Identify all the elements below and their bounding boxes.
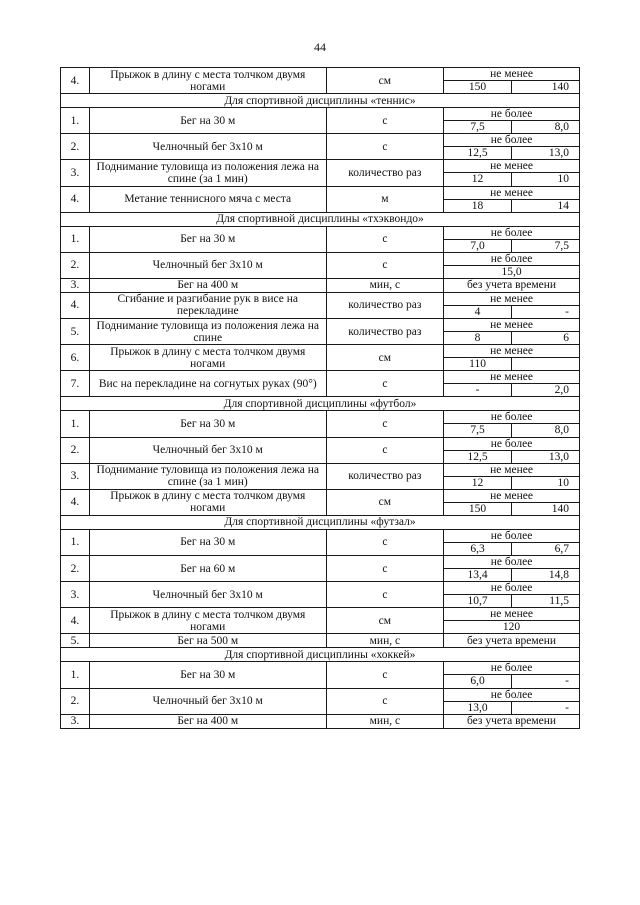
section-title: Для спортивной дисциплины «тхэквондо» (61, 212, 580, 226)
norm-value-girls: 7,5 (512, 239, 580, 252)
row-number: 2. (61, 556, 90, 582)
exercise-name: Бег на 30 м (89, 662, 326, 688)
row-number: 2. (61, 437, 90, 463)
norm-value-boys: 7,5 (444, 121, 512, 134)
unit-cell: с (326, 662, 443, 688)
section-header-row (61, 515, 580, 529)
unit-cell: с (326, 411, 443, 437)
unit-cell: количество раз (326, 292, 443, 318)
exercise-name: Поднимание туловища из положения лежа на спине (за 1 мин) (89, 463, 326, 489)
table-row (61, 608, 580, 621)
norm-value-girls: 13,0 (512, 147, 580, 160)
unit-cell: с (326, 582, 443, 608)
unit-cell: см (326, 608, 443, 634)
norm-value-boys: 12 (444, 476, 512, 489)
unit-cell: с (326, 226, 443, 252)
table-row (61, 371, 580, 384)
row-number: 3. (61, 582, 90, 608)
table-row (61, 186, 580, 199)
table-row (61, 292, 580, 305)
unit-cell: количество раз (326, 463, 443, 489)
norm-condition: не менее (444, 160, 580, 173)
unit-cell: м (326, 186, 443, 212)
norm-value-girls: 14,8 (512, 569, 580, 582)
norm-condition: не менее (444, 292, 580, 305)
table-row (61, 634, 580, 648)
unit-cell: с (326, 134, 443, 160)
row-number: 1. (61, 662, 90, 688)
norm-value-boys: 6,3 (444, 542, 512, 555)
row-number: 4. (61, 186, 90, 212)
exercise-name: Прыжок в длину с места толчком двумя ногами (89, 345, 326, 371)
exercise-name: Бег на 30 м (89, 529, 326, 555)
row-number: 1. (61, 108, 90, 134)
norm-value-boys: 18 (444, 199, 512, 212)
unit-cell: мин, с (326, 714, 443, 728)
row-number: 4. (61, 292, 90, 318)
norm-value-boys: 7,0 (444, 239, 512, 252)
table-row (61, 529, 580, 542)
section-header-row (61, 397, 580, 411)
norm-value-boys: 110 (444, 358, 512, 371)
norm-condition: не менее (444, 345, 580, 358)
exercise-name: Прыжок в длину с места толчком двумя ногами (89, 489, 326, 515)
table-row (61, 688, 580, 701)
row-number: 1. (61, 411, 90, 437)
exercise-name: Челночный бег 3х10 м (89, 134, 326, 160)
norm-value-boys: 6,0 (444, 675, 512, 688)
norm-condition: не менее (444, 186, 580, 199)
norm-value-boys: 8 (444, 332, 512, 345)
exercise-name: Бег на 400 м (89, 714, 326, 728)
norm-value-boys: 13,0 (444, 701, 512, 714)
norm-condition: не менее (444, 68, 580, 81)
norm-condition: не менее (444, 319, 580, 332)
exercise-name: Челночный бег 3х10 м (89, 252, 326, 278)
section-header-row (61, 94, 580, 108)
section-header-row (61, 648, 580, 662)
norm-value-girls: 2,0 (512, 384, 580, 397)
exercise-name: Челночный бег 3х10 м (89, 437, 326, 463)
standards-table (60, 67, 580, 729)
section-header-row (61, 212, 580, 226)
norm-value-boys: 12,5 (444, 147, 512, 160)
row-number: 3. (61, 160, 90, 186)
row-number: 3. (61, 463, 90, 489)
norm-value-girls: 140 (512, 81, 580, 94)
table-row (61, 582, 580, 595)
norm-value-boys: 12,5 (444, 450, 512, 463)
norm-condition: не менее (444, 463, 580, 476)
table-row (61, 662, 580, 675)
norm-value-boys: 4 (444, 305, 512, 318)
norm-condition: не более (444, 252, 580, 265)
norm-condition: не более (444, 662, 580, 675)
norm-value-boys: 150 (444, 502, 512, 515)
section-title: Для спортивной дисциплины «теннис» (61, 94, 580, 108)
row-number: 3. (61, 278, 90, 292)
table-row (61, 345, 580, 358)
exercise-name: Бег на 30 м (89, 108, 326, 134)
row-number: 7. (61, 371, 90, 397)
norm-note: без учета времени (444, 714, 580, 728)
norm-value-girls: 8,0 (512, 121, 580, 134)
table-row (61, 160, 580, 173)
row-number: 2. (61, 134, 90, 160)
norm-value-boys: - (444, 384, 512, 397)
unit-cell: с (326, 688, 443, 714)
table-row (61, 556, 580, 569)
norm-condition: не более (444, 529, 580, 542)
row-number: 1. (61, 226, 90, 252)
exercise-name: Бег на 500 м (89, 634, 326, 648)
norm-value-girls: 6,7 (512, 542, 580, 555)
norm-condition: не более (444, 556, 580, 569)
norm-value-boys: 13,4 (444, 569, 512, 582)
norm-value-girls: 140 (512, 502, 580, 515)
norm-condition: не более (444, 134, 580, 147)
norm-value-girls: - (512, 305, 580, 318)
norm-value: 120 (444, 621, 580, 634)
norm-value-girls: 10 (512, 476, 580, 489)
table-row (61, 68, 580, 81)
unit-cell: количество раз (326, 319, 443, 345)
unit-cell: мин, с (326, 278, 443, 292)
unit-cell: см (326, 68, 443, 94)
norm-value-girls: 11,5 (512, 595, 580, 608)
table-row (61, 437, 580, 450)
norm-note: без учета времени (444, 278, 580, 292)
exercise-name: Бег на 30 м (89, 226, 326, 252)
norm-value-girls: 8,0 (512, 424, 580, 437)
exercise-name: Бег на 60 м (89, 556, 326, 582)
norm-value-girls: - (512, 701, 580, 714)
norm-condition: не более (444, 688, 580, 701)
exercise-name: Метание теннисного мяча с места (89, 186, 326, 212)
row-number: 4. (61, 68, 90, 94)
section-title: Для спортивной дисциплины «футзал» (61, 515, 580, 529)
row-number: 5. (61, 319, 90, 345)
table-row (61, 226, 580, 239)
exercise-name: Прыжок в длину с места толчком двумя ногами (89, 608, 326, 634)
page-number: 44 (314, 40, 326, 54)
norm-condition: не более (444, 108, 580, 121)
norm-value-girls: 6 (512, 332, 580, 345)
exercise-name: Вис на перекладине на согнутых руках (90°) (89, 371, 326, 397)
row-number: 6. (61, 345, 90, 371)
norm-condition: не менее (444, 608, 580, 621)
section-title: Для спортивной дисциплины «футбол» (61, 397, 580, 411)
norm-value-girls: - (512, 675, 580, 688)
unit-cell: с (326, 371, 443, 397)
exercise-name: Поднимание туловища из положения лежа на спине (за 1 мин) (89, 160, 326, 186)
exercise-name: Челночный бег 3х10 м (89, 582, 326, 608)
row-number: 4. (61, 489, 90, 515)
norm-condition: не менее (444, 489, 580, 502)
norm-value-girls: 10 (512, 173, 580, 186)
row-number: 2. (61, 252, 90, 278)
unit-cell: с (326, 437, 443, 463)
table-row (61, 134, 580, 147)
table-row (61, 252, 580, 265)
norm-condition: не менее (444, 371, 580, 384)
row-number: 1. (61, 529, 90, 555)
unit-cell: с (326, 252, 443, 278)
norm-note: без учета времени (444, 634, 580, 648)
norm-value-boys: 12 (444, 173, 512, 186)
norm-value-girls (512, 358, 580, 371)
unit-cell: с (326, 556, 443, 582)
norm-value: 15,0 (444, 265, 580, 278)
row-number: 2. (61, 688, 90, 714)
unit-cell: количество раз (326, 160, 443, 186)
exercise-name: Сгибание и разгибание рук в висе на перекладине (89, 292, 326, 318)
norm-value-boys: 10,7 (444, 595, 512, 608)
section-title: Для спортивной дисциплины «хоккей» (61, 648, 580, 662)
exercise-name: Челночный бег 3х10 м (89, 688, 326, 714)
norm-value-boys: 150 (444, 81, 512, 94)
norm-value-girls: 14 (512, 199, 580, 212)
norm-condition: не более (444, 437, 580, 450)
unit-cell: с (326, 108, 443, 134)
table-row (61, 463, 580, 476)
exercise-name: Прыжок в длину с места толчком двумя ногами (89, 68, 326, 94)
table-row (61, 411, 580, 424)
table-row (61, 319, 580, 332)
exercise-name: Бег на 400 м (89, 278, 326, 292)
norm-condition: не более (444, 226, 580, 239)
unit-cell: см (326, 345, 443, 371)
unit-cell: мин, с (326, 634, 443, 648)
exercise-name: Поднимание туловища из положения лежа на спине (89, 319, 326, 345)
row-number: 5. (61, 634, 90, 648)
norm-condition: не более (444, 582, 580, 595)
table-row (61, 108, 580, 121)
norm-condition: не более (444, 411, 580, 424)
norm-value-girls: 13,0 (512, 450, 580, 463)
exercise-name: Бег на 30 м (89, 411, 326, 437)
table-row (61, 278, 580, 292)
row-number: 4. (61, 608, 90, 634)
table-row (61, 489, 580, 502)
norm-value-boys: 7,5 (444, 424, 512, 437)
unit-cell: см (326, 489, 443, 515)
unit-cell: с (326, 529, 443, 555)
table-row (61, 714, 580, 728)
row-number: 3. (61, 714, 90, 728)
